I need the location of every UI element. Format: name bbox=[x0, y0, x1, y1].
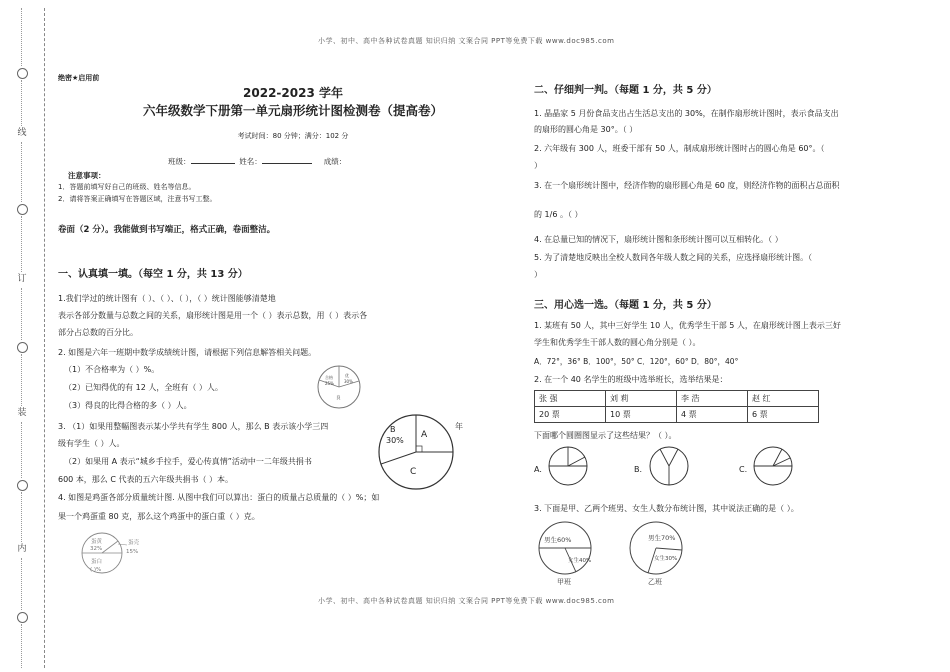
binding-dots bbox=[21, 8, 26, 66]
option-c-pie bbox=[752, 445, 794, 487]
notes-title: 注意事项： bbox=[68, 171, 106, 180]
p2-q4: 4. 在总量已知的情况下，扇形统计图和条形统计图可以互相转化。（ ） bbox=[534, 235, 783, 244]
vote-count-cell: 10 票 bbox=[606, 407, 677, 423]
vote-name-cell: 刘 莉 bbox=[606, 391, 677, 407]
part3-title: 三、用心选一选。（每题 1 分，共 5 分） bbox=[534, 300, 717, 311]
p1-q3-line1: 3. （1）如果用整幅图表示某小学共有学生 800 人，那么 B 表示该小学三四 bbox=[58, 422, 329, 431]
p2-q3-line1: 3. 在一个扇形统计图中，经济作物的扇形圆心角是 60 度，则经济作物的面积占总面积 bbox=[534, 181, 840, 190]
p1-q2-line4: （3）得良的比得合格的多（ ）人。 bbox=[64, 401, 192, 410]
class-field bbox=[168, 156, 346, 167]
p2-q2-line1: 2. 六年级有 300 人，班委干部有 50 人，制成扇形统计图时占的圆心角是 60°。（ bbox=[534, 144, 825, 153]
watermark-bottom: 小学、初中、高中各种试卷真题 知识归纳 文案合同 PPT等免费下载 www.doc985.com bbox=[318, 597, 615, 605]
vote-count-cell: 20 票 bbox=[535, 407, 606, 423]
option-a-pie bbox=[547, 445, 589, 487]
p1-q2-line2: （1）不合格率为（ ）%。 bbox=[64, 365, 160, 374]
class-a-girls: 女生40% bbox=[568, 558, 592, 564]
vote-table bbox=[534, 390, 819, 423]
abc-label-c: C bbox=[410, 467, 417, 477]
exam-title: 六年级数学下册第一单元扇形统计图检测卷（提高卷） bbox=[142, 103, 443, 118]
binding-hole bbox=[17, 342, 28, 353]
class-b-pie bbox=[626, 520, 686, 588]
abc-pct-b: 30% bbox=[386, 436, 404, 445]
binding-hole bbox=[17, 68, 28, 79]
binding-hole bbox=[17, 612, 28, 623]
class-b-label: 乙班 bbox=[648, 578, 662, 586]
grade-label-good: 良 bbox=[336, 396, 341, 401]
p2-q1-line2: 的扇形的圆心角是 30°。（ ） bbox=[534, 125, 638, 134]
binding-char-nei: 内 bbox=[17, 544, 27, 554]
p3-q1-line1: 1. 某班有 50 人，其中三好学生 10 人，优秀学生干部 5 人，在扇形统计图上表示三好 bbox=[534, 321, 841, 330]
p2-q2-line2: ） bbox=[534, 161, 542, 170]
p1-q1-line1: 1.我们学过的统计图有（ ）、（ ）、（ ），（ ）统计图能够清楚地 bbox=[58, 294, 276, 303]
p1-q4-line2: 果一个鸡蛋重 80 克，那么这个鸡蛋中的蛋白重（ ）克。 bbox=[58, 512, 260, 521]
binding-hole bbox=[17, 480, 28, 491]
egg-pct-shell: 15% bbox=[126, 549, 139, 555]
vote-name-cell: 赵 红 bbox=[748, 391, 819, 407]
option-b-pie bbox=[648, 445, 690, 487]
binding-dots bbox=[21, 492, 26, 542]
p3-q3-line1: 3. 下面是甲、乙两个班男、女生人数分布统计图，其中说法正确的是（ ）。 bbox=[534, 504, 799, 513]
binding-dots bbox=[21, 288, 26, 340]
p3-q2-line2: 下面哪个圆圈图显示了这些结果？（ ）。 bbox=[534, 431, 677, 440]
option-a-label: A. bbox=[534, 465, 542, 474]
p2-q1-line1: 1. 晶晶家 5 月份食品支出占生活总支出的 30%，在制作扇形统计图时，表示食品支出 bbox=[534, 109, 839, 118]
p1-q3-line2: 级有学生（ ）人。 bbox=[58, 439, 125, 448]
binding-char-zhuang: 装 bbox=[17, 408, 27, 418]
egg-pct-white: ( )% bbox=[90, 567, 102, 573]
p1-q2-line3: （2）已知得优的有 12 人，全班有（ ）人。 bbox=[64, 383, 223, 392]
class-b-boys: 男生70% bbox=[648, 534, 676, 542]
p2-q5-line1: 5. 为了清楚地反映出全校人数同各年级人数之间的关系，应选择扇形统计图。（ bbox=[534, 253, 813, 262]
binding-strip bbox=[8, 8, 45, 668]
class-a-label: 甲班 bbox=[557, 578, 571, 586]
binding-char-ding: 订 bbox=[17, 274, 27, 284]
note-1: 1．答题前填写好自己的班级、姓名等信息。 bbox=[58, 183, 196, 191]
class-b-girls: 女生30% bbox=[654, 556, 678, 562]
score-label: 成绩： bbox=[323, 157, 347, 166]
name-blank bbox=[262, 163, 312, 164]
option-c-label: C. bbox=[739, 465, 748, 474]
grade-pie-chart bbox=[315, 363, 363, 411]
secret-label: 绝密★启用前 bbox=[58, 74, 100, 82]
class-a-pie bbox=[535, 520, 595, 588]
p1-q1-line2: 表示各部分数量与总数之间的关系，扇形统计图是用一个（ ）表示总数，用（ ）表示各 bbox=[58, 311, 368, 320]
p1-q4-line1: 4. 如图是鸡蛋各部分质量统计图. 从图中我们可以算出：蛋白的质量占总质量的（ ）%；如 bbox=[58, 493, 380, 502]
egg-label-shell: 蛋壳 bbox=[128, 540, 140, 546]
vote-count-cell: 4 票 bbox=[677, 407, 748, 423]
vote-name-cell: 李 浩 bbox=[677, 391, 748, 407]
vote-table-row-names bbox=[535, 391, 819, 407]
grade-label-pass: 合格 bbox=[325, 375, 333, 380]
p1-q2-line1: 2. 如图是六年一班期中数学成绩统计图，请根据下列信息解答相关问题。 bbox=[58, 348, 317, 357]
p1-q3-line1-end: 年 bbox=[455, 422, 463, 431]
part1-title: 一、认真填一填。（每空 1 分，共 13 分） bbox=[58, 269, 248, 280]
grade-label-excellent: 优 bbox=[345, 373, 349, 378]
part2-title: 二、仔细判一判。（每题 1 分，共 5 分） bbox=[534, 85, 717, 96]
vote-table-row-counts bbox=[535, 407, 819, 423]
egg-label-yolk: 蛋黄 bbox=[91, 539, 103, 545]
class-label: 班级： bbox=[168, 157, 191, 166]
class-blank bbox=[191, 163, 235, 164]
p2-q5-line2: ） bbox=[534, 270, 542, 279]
binding-char-xian: 线 bbox=[17, 128, 27, 138]
p2-q3-line2: 的 1/6 。（ ） bbox=[534, 210, 583, 219]
grade-pct-excellent: 30% bbox=[344, 379, 353, 384]
p3-q2-line1: 2. 在一个 40 名学生的班级中选举班长，选举结果是： bbox=[534, 375, 728, 384]
egg-pie-chart bbox=[80, 531, 170, 581]
p1-q1-line3: 部分占总数的百分比。 bbox=[58, 328, 138, 337]
grade-pct-pass: 25% bbox=[325, 381, 334, 386]
p1-q3-line3: （2）如果用 A 表示“城乡手拉手，爱心传真情”活动中一二年级共捐书 bbox=[64, 457, 312, 466]
egg-pct-yolk: 32% bbox=[90, 546, 103, 552]
note-2: 2．请将答案正确填写在答题区域，注意书写工整。 bbox=[58, 195, 217, 203]
name-label: 姓名： bbox=[239, 157, 262, 166]
p1-q3-line4: 600 本，那么 C 代表的五六年级共捐书（ ）本。 bbox=[58, 475, 234, 484]
p3-q1-options: A．72°，36° B．100°，50° C．120°，60° D．80°，40° bbox=[534, 357, 739, 366]
binding-dots bbox=[21, 624, 26, 668]
watermark-top: 小学、初中、高中各种试卷真题 知识归纳 文案合同 PPT等免费下载 www.doc985.com bbox=[318, 37, 615, 45]
abc-pie-chart bbox=[376, 412, 456, 492]
vote-name-cell: 张 强 bbox=[535, 391, 606, 407]
binding-dots bbox=[21, 216, 26, 272]
binding-hole bbox=[17, 204, 28, 215]
binding-dots bbox=[21, 422, 26, 478]
binding-dots bbox=[21, 558, 26, 610]
egg-label-white: 蛋白 bbox=[91, 559, 103, 565]
vote-count-cell: 6 票 bbox=[748, 407, 819, 423]
binding-dots bbox=[21, 354, 26, 406]
neatness-note: 卷面（2 分）。我能做到书写端正，格式正确，卷面整洁。 bbox=[58, 225, 276, 235]
class-a-boys: 男生60% bbox=[544, 536, 572, 544]
abc-label-b: B bbox=[390, 425, 396, 434]
abc-label-a: A bbox=[421, 430, 428, 440]
binding-dots bbox=[21, 80, 26, 126]
exam-year: 2022-2023 学年 bbox=[243, 86, 343, 100]
option-b-label: B. bbox=[634, 465, 643, 474]
exam-info: 考试时间：80 分钟；满分：102 分 bbox=[237, 132, 349, 140]
p3-q1-line2: 学生和优秀学生干部人数的圆心角分别是（ ）。 bbox=[534, 338, 701, 347]
binding-dots bbox=[21, 142, 26, 202]
